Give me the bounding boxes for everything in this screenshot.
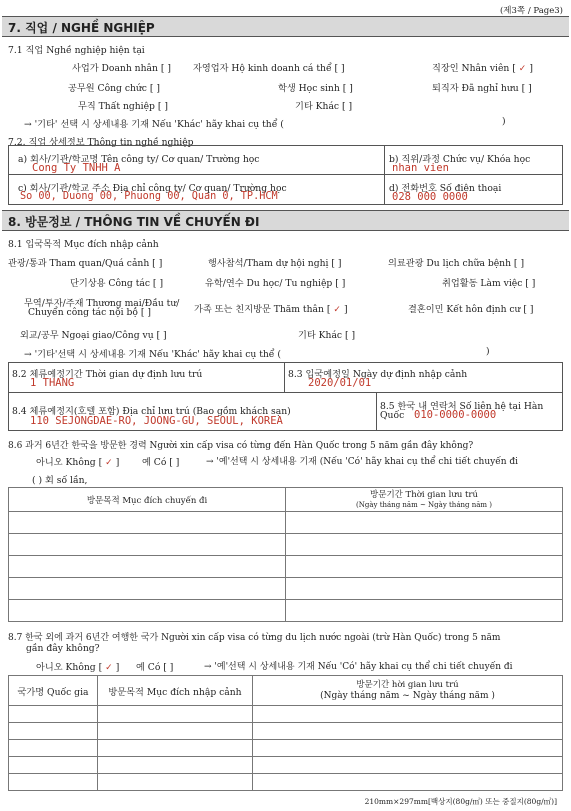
opt-business[interactable]: 사업가 Doanh nhân [ ] — [72, 63, 171, 74]
section-7-header — [2, 16, 569, 37]
purpose-marriage[interactable]: 결혼이민 Kết hôn định cư [ ] — [408, 304, 534, 315]
phone-value[interactable]: 028 000 0000 — [392, 191, 468, 203]
col-period: 방문기간 Thời gian lưu trú (Ngày tháng năm ~ Ngày tháng năm ) — [286, 488, 563, 512]
section-8-title: 8. 방문정보 / THÔNG TIN VỀ CHUYẾN ĐI — [8, 215, 260, 229]
section-8-header — [2, 210, 569, 231]
table-row[interactable] — [9, 757, 563, 774]
col-purpose: 방문목적 Mục đích nhập cảnh — [98, 676, 253, 706]
check-mark: ✓ — [518, 63, 527, 74]
table-row[interactable] — [9, 600, 563, 622]
q86-note: → '예'선택 시 상세내용 기재 (Nếu 'Có' hãy khai cụ thể chi tiết chuyến đi — [206, 457, 519, 467]
col-period: 방문기간 hời gian lưu trú (Ngày tháng năm ~ Ngày tháng năm ) — [253, 676, 563, 706]
purpose-diplomatic[interactable]: 외교/공무 Ngoại giao/Công vụ [ ] — [20, 330, 167, 341]
company-name-value[interactable]: Cong Ty TNHH A — [32, 162, 121, 174]
purpose-study[interactable]: 유학/연수 Du học/ Tu nghiệp [ ] — [205, 278, 346, 289]
entry-date-label: 8.3 입국예정일 Ngày dự định nhập cảnh — [288, 369, 468, 380]
q86-label: 8.6 과거 6년간 한국을 방문한 경력 Người xin cấp visa có từng đến Hàn Quốc trong 5 năm gần đây không? — [8, 441, 474, 451]
q86-times: ( ) 회 số lần, — [32, 475, 88, 486]
purpose-other-close: ) — [486, 346, 490, 357]
purpose-family[interactable] — [194, 301, 348, 315]
q81-label: 8.1 입국목적 Mục đích nhập cảnh — [8, 239, 159, 250]
opt-retired[interactable]: 퇴직자 Đã nghỉ hưu [ ] — [432, 83, 532, 94]
company-address-value[interactable]: So 00, Duong 00, Phuong 00, Quan 0, TP.HCM — [20, 191, 278, 202]
position-value[interactable]: nhan vien — [392, 162, 449, 174]
q86-yes-option[interactable]: 예 Có [ ] — [142, 457, 180, 468]
opt-employee-label: 직장인 Nhân viên [ — [432, 63, 516, 74]
table-row[interactable] — [9, 723, 563, 740]
company-address-label: c) 회사/기관/학교 주소 Địa chỉ công ty/ Cơ quan/ Trường học — [18, 183, 287, 194]
korea-contact-label-2: Quốc — [380, 410, 405, 421]
opt-self-employed[interactable]: 자영업자 Hộ kinh doanh cá thể [ ] — [193, 63, 345, 74]
entry-date-value[interactable]: 2020/01/01 — [308, 377, 372, 389]
check-mark: ✓ — [333, 304, 342, 315]
col-country: 국가명 Quốc gia — [9, 676, 98, 706]
stay-address-value[interactable]: 110 SEJONGDAE-RO, JOONG-GU, SEOUL, KOREA — [30, 415, 283, 427]
q87-label: 8.7 한국 외에 과거 6년간 여행한 국가 Người xin cấp visa có từng du lịch nước ngoài (trừ Hàn Quốc) trong 5 năm — [8, 633, 501, 643]
q86-no-label: 아니오 Không [ — [36, 457, 103, 468]
position-label: b) 직위/과정 Chức vụ/ Khóa học — [389, 154, 531, 165]
q87-yes-option[interactable]: 예 Có [ ] — [136, 662, 174, 673]
phone-label: d) 전화번호 Số điện thoại — [389, 183, 502, 194]
check-mark: ✓ — [105, 662, 113, 673]
stay-address-label: 8.4 체류예정지(호텔 포함) Địa chỉ lưu trú (Bao gồm khách sạn) — [12, 406, 291, 417]
q87-note: → '예'선택 시 상세내용 기재 Nếu 'Có' hãy khai cụ thể chi tiết chuyến đi — [204, 662, 513, 672]
bracket: ] — [343, 304, 348, 315]
q87-no-option[interactable] — [36, 659, 119, 673]
page-number: (제3쪽 / Page3) — [499, 6, 563, 16]
table-row[interactable] — [9, 534, 563, 556]
company-name-label: a) 회사/기관/학교명 Tên công ty/ Cơ quan/ Trường học — [18, 154, 260, 165]
footer-paper-spec: 210mm×297mm[백상지(80g/㎡) 또는 중질지(80g/㎡)] — [364, 797, 557, 806]
korea-contact-value[interactable]: 010-0000-0000 — [414, 409, 497, 421]
purpose-trade-2: Chuyển công tác nội bộ [ ] — [28, 307, 151, 318]
opt-employee[interactable] — [432, 60, 533, 74]
opt-civil-servant[interactable]: 공무원 Công chức [ ] — [68, 83, 160, 94]
stay-period-value[interactable]: 1 THANG — [30, 377, 75, 389]
q86-no-option[interactable] — [36, 454, 119, 468]
bracket: ] — [115, 457, 120, 468]
table-row[interactable] — [9, 706, 563, 723]
purpose-tour[interactable]: 관광/통과 Tham quan/Quá cảnh [ ] — [8, 258, 163, 269]
section-7-title: 7. 직업 / NGHỀ NGHIỆP — [8, 21, 155, 35]
col-purpose: 방문목적 Mục đích chuyến đi — [9, 488, 286, 512]
purpose-family-label: 가족 또는 친지방문 Thăm thân [ — [194, 304, 331, 315]
purpose-work[interactable]: 취업활동 Làm việc [ ] — [442, 278, 536, 289]
opt-student[interactable]: 학생 Học sinh [ ] — [278, 83, 353, 94]
q72-label: 7.2. 직업 상세정보 Thông tin nghề nghiệp — [8, 137, 194, 148]
other-note: → '기타' 선택 시 상세내용 기재 Nếu 'Khác' hãy khai cụ thể ( — [24, 119, 284, 130]
q87-no-label: 아니오 Không [ — [36, 662, 103, 673]
purpose-conference[interactable]: 행사참석/Tham dự hội nghị [ ] — [208, 258, 342, 269]
purpose-trade[interactable]: 무역/투자/주재 Thương mại/Đầu tư/ — [24, 298, 180, 309]
table-row[interactable] — [9, 740, 563, 757]
q87-label-2: gần đây không? — [26, 643, 100, 654]
table-row[interactable] — [9, 556, 563, 578]
table-row[interactable] — [9, 578, 563, 600]
purpose-other-note: → '기타'선택 시 상세내용 기재 Nếu 'Khác' hãy khai cụ thể ( — [24, 349, 281, 360]
other-close: ) — [502, 116, 506, 127]
table-row[interactable] — [9, 512, 563, 534]
bracket: ] — [115, 662, 120, 673]
q71-label: 7.1 직업 Nghề nghiệp hiện tại — [8, 45, 145, 56]
opt-other[interactable]: 기타 Khác [ ] — [295, 101, 353, 112]
check-mark: ✓ — [105, 457, 113, 468]
visit-korea-table — [8, 487, 563, 622]
purpose-business[interactable]: 단기상용 Công tác [ ] — [70, 278, 164, 289]
opt-unemployed[interactable]: 무직 Thất nghiệp [ ] — [78, 101, 168, 112]
bracket: ] — [529, 63, 533, 74]
table-row[interactable] — [9, 774, 563, 791]
visit-abroad-table — [8, 675, 563, 791]
stay-period-label: 8.2 체류예정기간 Thời gian dự định lưu trú — [12, 369, 203, 380]
korea-contact-label: 8.5 한국 내 연락처 Số liên hệ tại Hàn — [380, 401, 544, 412]
purpose-other[interactable]: 기타 Khác [ ] — [298, 330, 356, 341]
purpose-medical[interactable]: 의료관광 Du lịch chữa bệnh [ ] — [388, 258, 525, 269]
